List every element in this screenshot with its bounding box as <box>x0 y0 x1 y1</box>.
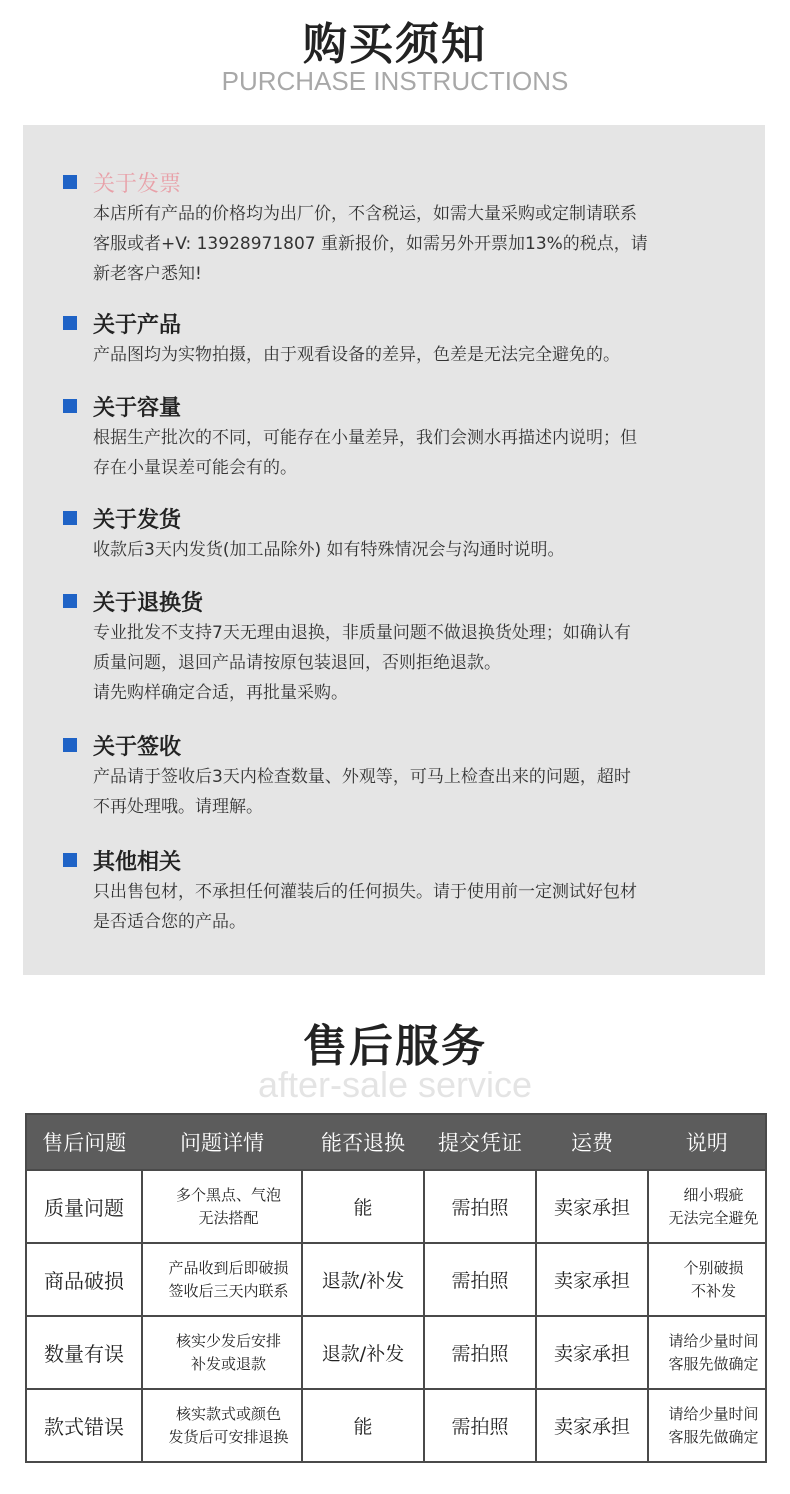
detail-line: 产品收到后即破损 <box>168 1258 289 1277</box>
return-cell: 退款/补发 <box>302 1316 424 1389</box>
detail-line: 核实款式或颜色 <box>175 1404 281 1423</box>
return-cell: 能 <box>302 1389 424 1462</box>
table-header-row <box>26 1114 766 1170</box>
column-header: 售后问题 <box>26 1114 142 1170</box>
column-header: 说明 <box>648 1114 766 1170</box>
notice-title: 其他相关 <box>93 849 182 875</box>
table-row <box>26 1243 766 1316</box>
notice-line: 质量问题，退回产品请按原包装退回，否则拒绝退款。 <box>93 653 501 673</box>
detail-line: 核实少发后安排 <box>175 1331 281 1350</box>
detail-cell <box>142 1389 302 1462</box>
table-row <box>26 1316 766 1389</box>
column-header: 问题详情 <box>142 1114 302 1170</box>
notice-invoice <box>63 167 743 289</box>
fee-cell: 卖家承担 <box>536 1243 648 1316</box>
issue-cell: 质量问题 <box>26 1170 142 1243</box>
note-cell <box>648 1243 766 1316</box>
purchase-title: 购买须知 <box>303 19 487 70</box>
note-line: 请给少量时间 <box>668 1404 759 1423</box>
issue-cell: 款式错误 <box>26 1389 142 1462</box>
notice-title: 关于发货 <box>93 507 182 533</box>
issue-cell: 数量有误 <box>26 1316 142 1389</box>
detail-cell <box>142 1170 302 1243</box>
note-line: 无法完全避免 <box>668 1208 759 1227</box>
aftersale-table <box>25 1113 767 1463</box>
notice-line: 收款后3天内发货(加工品除外) 如有特殊情况会与沟通时说明。 <box>93 540 565 560</box>
square-bullet-icon <box>63 399 77 413</box>
return-cell: 能 <box>302 1170 424 1243</box>
note-cell <box>648 1316 766 1389</box>
note-cell <box>648 1170 766 1243</box>
notice-line: 专业批发不支持7天无理由退换，非质量问题不做退换货处理；如确认有 <box>93 623 631 643</box>
notice-title: 关于产品 <box>93 312 182 338</box>
note-line: 请给少量时间 <box>668 1331 759 1350</box>
fee-cell: 卖家承担 <box>536 1170 648 1243</box>
note-line: 客服先做确定 <box>668 1427 759 1446</box>
square-bullet-icon <box>63 175 77 189</box>
detail-cell <box>142 1243 302 1316</box>
square-bullet-icon <box>63 853 77 867</box>
column-header: 能否退换 <box>302 1114 424 1170</box>
proof-cell: 需拍照 <box>424 1316 536 1389</box>
detail-line: 无法搭配 <box>198 1208 259 1227</box>
notice-product <box>63 308 743 370</box>
note-line: 个别破损 <box>683 1258 744 1277</box>
notice-line: 不再处理哦。请理解。 <box>93 797 263 817</box>
square-bullet-icon <box>63 316 77 330</box>
fee-cell: 卖家承担 <box>536 1316 648 1389</box>
purchase-subtitle: PURCHASE INSTRUCTIONS <box>221 66 569 96</box>
note-line: 不补发 <box>690 1281 736 1300</box>
fee-cell: 卖家承担 <box>536 1389 648 1462</box>
notice-other <box>63 845 743 937</box>
note-cell <box>648 1389 766 1462</box>
proof-cell: 需拍照 <box>424 1170 536 1243</box>
detail-line: 多个黑点、气泡 <box>175 1185 281 1204</box>
notice-title: 关于退换货 <box>93 590 204 616</box>
proof-cell: 需拍照 <box>424 1243 536 1316</box>
detail-cell <box>142 1316 302 1389</box>
notice-line: 存在小量误差可能会有的。 <box>93 458 297 478</box>
detail-line: 发货后可安排退换 <box>168 1427 289 1446</box>
notice-line: 产品图均为实物拍摄，由于观看设备的差异，色差是无法完全避免的。 <box>93 345 620 365</box>
proof-cell: 需拍照 <box>424 1389 536 1462</box>
table-row <box>26 1170 766 1243</box>
detail-line: 签收后三天内联系 <box>168 1281 289 1300</box>
aftersale-title: 售后服务 <box>303 1021 487 1072</box>
notice-signing <box>63 730 743 822</box>
notice-line: 请先购样确定合适，再批量采购。 <box>93 683 348 703</box>
notice-line: 只出售包材，不承担任何灌装后的任何损失。请于使用前一定测试好包材 <box>93 882 637 902</box>
notice-shipping <box>63 503 743 565</box>
column-header: 提交凭证 <box>424 1114 536 1170</box>
square-bullet-icon <box>63 511 77 525</box>
notice-capacity <box>63 391 743 483</box>
notice-line: 根据生产批次的不同，可能存在小量差异，我们会测水再描述内说明；但 <box>93 428 637 448</box>
detail-line: 补发或退款 <box>190 1354 266 1373</box>
notice-line: 本店所有产品的价格均为出厂价，不含税运，如需大量采购或定制请联系 <box>93 204 637 224</box>
column-header: 运费 <box>536 1114 648 1170</box>
issue-cell: 商品破损 <box>26 1243 142 1316</box>
note-line: 客服先做确定 <box>668 1354 759 1373</box>
aftersale-subtitle: after-sale service <box>257 1064 533 1105</box>
table-row <box>26 1389 766 1462</box>
notice-line: 是否适合您的产品。 <box>93 912 246 932</box>
return-cell: 退款/补发 <box>302 1243 424 1316</box>
notice-line: 产品请于签收后3天内检查数量、外观等，可马上检查出来的问题，超时 <box>93 767 631 787</box>
square-bullet-icon <box>63 738 77 752</box>
notice-title: 关于签收 <box>93 734 182 760</box>
notice-panel <box>23 125 765 975</box>
notice-returns <box>63 586 743 708</box>
notice-title: 关于容量 <box>93 395 182 421</box>
note-line: 细小瑕疵 <box>683 1185 744 1204</box>
notice-line: 新老客户悉知! <box>93 264 202 284</box>
notice-line: 客服或者+V: 13928971807 重新报价，如需另外开票加13%的税点，请 <box>93 234 648 254</box>
square-bullet-icon <box>63 594 77 608</box>
notice-title: 关于发票 <box>93 171 182 197</box>
